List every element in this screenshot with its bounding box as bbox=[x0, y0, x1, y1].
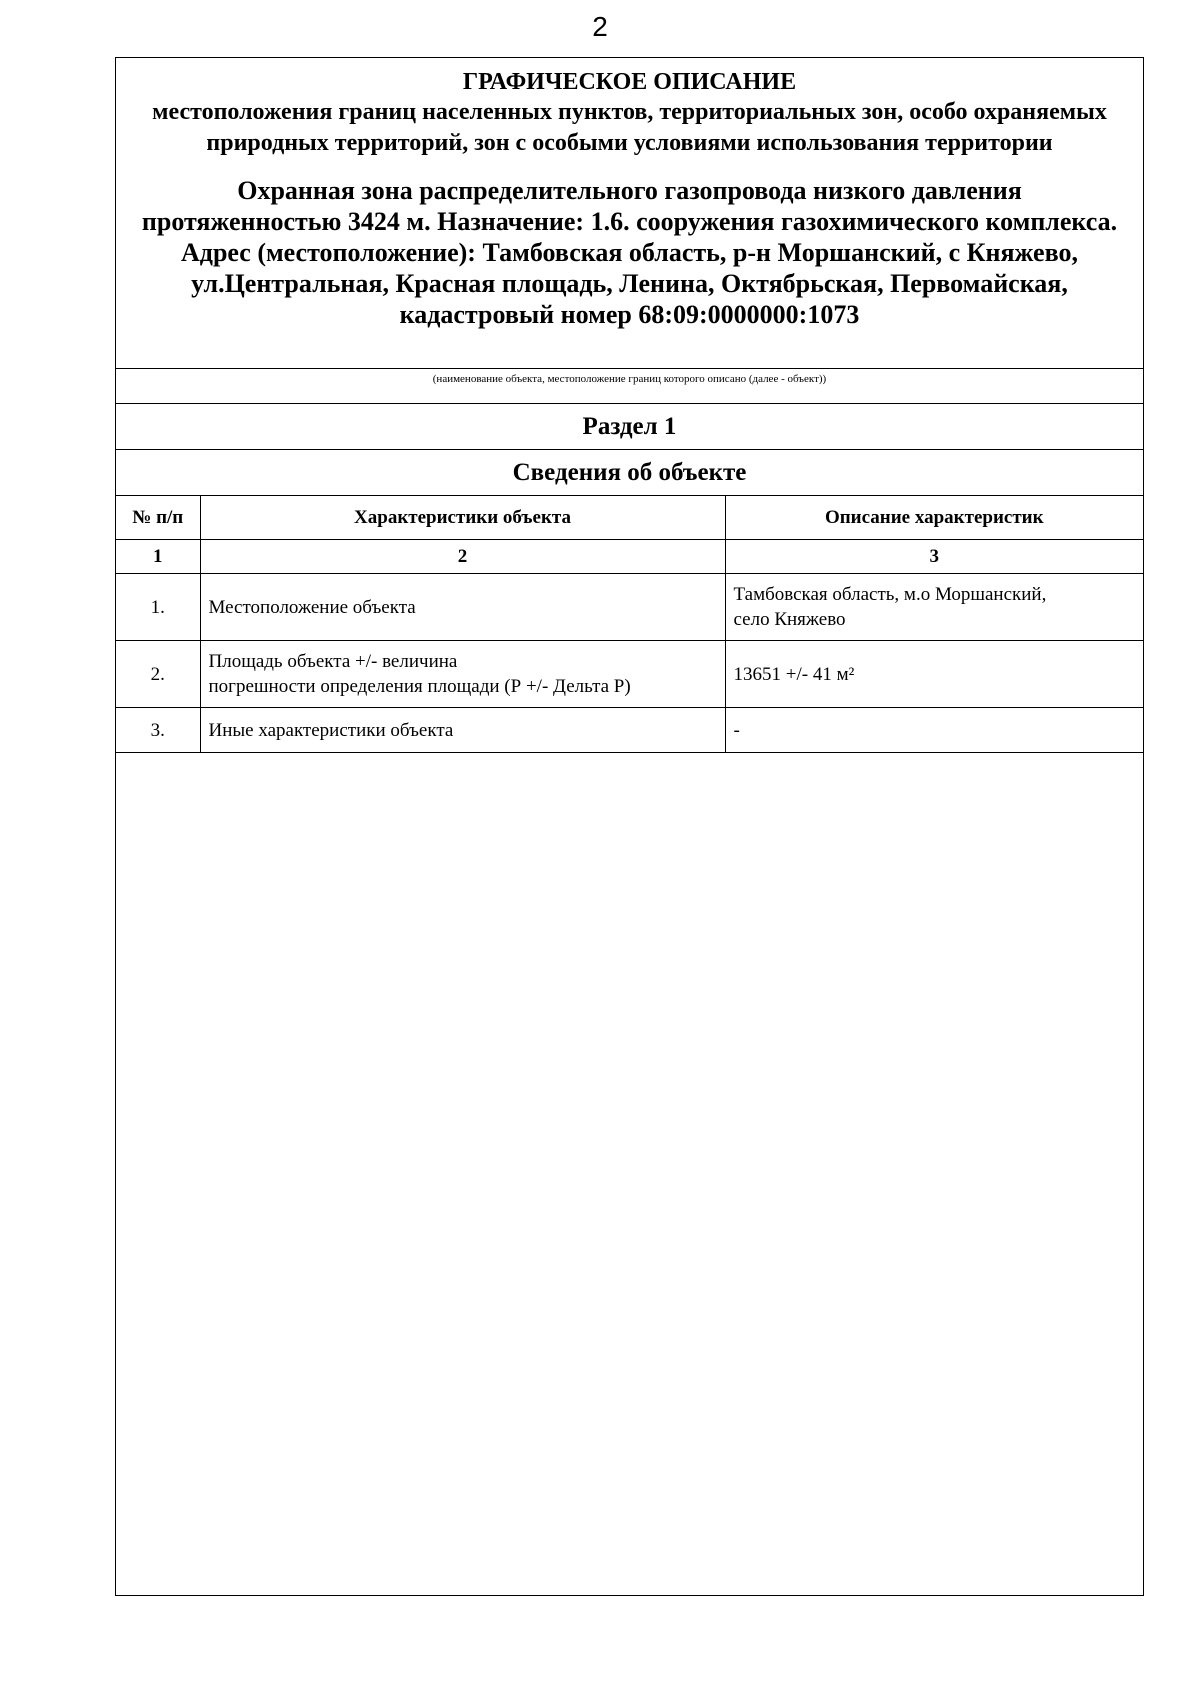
row-number: 2. bbox=[116, 641, 200, 708]
page-number: 2 bbox=[592, 11, 608, 42]
document-frame bbox=[115, 57, 1144, 1596]
table-row bbox=[116, 641, 1143, 708]
row-characteristic: Иные характеристики объекта bbox=[200, 708, 725, 753]
column-numbers-row bbox=[116, 540, 1143, 574]
row-description: Тамбовская область, м.о Моршанский, село Княжево bbox=[725, 574, 1143, 641]
document-title: ГРАФИЧЕСКОЕ ОПИСАНИЕ bbox=[462, 69, 797, 95]
row-number: 1. bbox=[116, 574, 200, 641]
column-number: 1 bbox=[116, 540, 200, 574]
row-description: 13651 +/- 41 м² bbox=[725, 641, 1143, 708]
column-number: 3 bbox=[725, 540, 1143, 574]
column-header-characteristic: Характеристики объекта bbox=[200, 496, 725, 540]
table-row bbox=[116, 708, 1143, 753]
row-characteristic: Площадь объекта +/- величина погрешности определения площади (Р +/- Дельта Р) bbox=[200, 641, 725, 708]
document-subtitle: местоположения границ населенных пунктов, территориальных зон, особо охраняемых природных территорий, зон с особыми условиями использования территории bbox=[152, 99, 1107, 156]
row-characteristic: Местоположение объекта bbox=[200, 574, 725, 641]
column-number: 2 bbox=[200, 540, 725, 574]
column-header-number: № п/п bbox=[116, 496, 200, 540]
section-title: Раздел 1 bbox=[116, 403, 1143, 449]
table-row bbox=[116, 574, 1143, 641]
object-info-table bbox=[116, 495, 1143, 753]
row-description: - bbox=[725, 708, 1143, 753]
document-header bbox=[116, 58, 1143, 368]
table-header-row bbox=[116, 496, 1143, 540]
object-name-note: (наименование объекта, местоположение границ которого описано (далее - объект)) bbox=[116, 368, 1143, 403]
row-number: 3. bbox=[116, 708, 200, 753]
section-subtitle: Сведения об объекте bbox=[116, 449, 1143, 495]
column-header-description: Описание характеристик bbox=[725, 496, 1143, 540]
object-name: Охранная зона распределительного газопровода низкого давления протяженностью 3424 м. Назначение: 1.6. сооружения газохимического комплекса. Адрес (местоположение): Тамбовская область, р-н Моршанский, с Княжево, ул.Центральная, Красная площадь, Ленина, Октябрьская, Первомайская, кадастровый номер 68:09:0000000:1073 bbox=[141, 176, 1118, 329]
